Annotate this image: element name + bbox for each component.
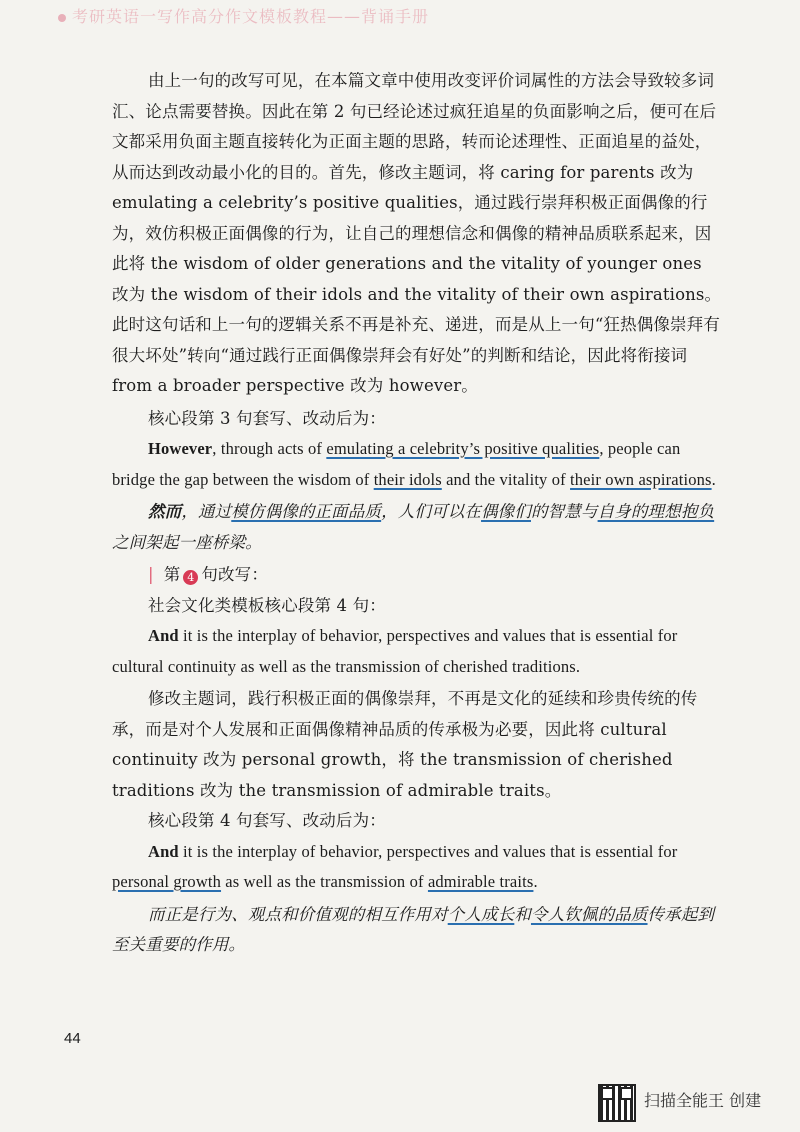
scanner-watermark: 扫描全能王 创建 bbox=[644, 1091, 762, 1110]
translation-4-underline-2: 令人钦佩的品质 bbox=[530, 904, 648, 924]
example-4-lead-word: And bbox=[148, 841, 179, 861]
translation-3 bbox=[112, 497, 722, 558]
paragraph-template-label: 社会文化类模板核心段第 4 句： bbox=[148, 595, 386, 615]
section-bar-icon: | bbox=[148, 565, 154, 584]
example-3-underline-3: their own aspirations bbox=[570, 469, 712, 489]
translation-3-text: 之间架起一座桥梁。 bbox=[112, 532, 262, 552]
header-bullet-icon bbox=[58, 14, 66, 22]
translation-4-underline-1: 个人成长 bbox=[447, 904, 515, 924]
paragraph-analysis: 由上一句的改写可见，在本篇文章中使用改变评价词属性的方法会导致较多词汇、论点需要替换。因此在第 2 句已经论述过疯狂追星的负面影响之后，便可在后文都采用负面主题直接转化为正面主题的思路，转而论述理性、正面追星的益处，从而达到改动最小化的目的。首先，修改主题词，将 caring for parents 改为 emulating a celebrity’s positive qualities，通过践行崇拜积极正面偶像的行为，效仿积极正面偶像的行为，让自己的理想信念和偶像的精神品质联系起来，因此将 the wisdom of older generations and the vitality of younger ones 改为 the wisdom of their idols and the vitality of their own aspirations。此时这句话和上一句的逻辑关系不再是补充、递进，而是从上一句“狂热偶像崇拜有很大坏处”转向“通过践行正面偶像崇拜会有好处”的判断和结论，因此将衔接词 from a broader perspective 改为 however。 bbox=[112, 71, 722, 395]
section-heading-suffix: 句改写： bbox=[201, 565, 268, 584]
example-3-lead-word: However bbox=[148, 439, 213, 458]
translation-3-underline-2: 偶像们 bbox=[481, 502, 531, 521]
page-body bbox=[112, 66, 722, 961]
example-3-underline-2: their idols bbox=[373, 469, 442, 489]
translation-3-lead-word: 然而 bbox=[148, 502, 182, 521]
translation-3-underline-1: 模仿偶像的正面品质 bbox=[231, 502, 382, 521]
example-sentence-3 bbox=[112, 434, 722, 495]
header-title: 考研英语一写作高分作文模板教程——背诵手册 bbox=[72, 7, 430, 26]
qr-code-icon bbox=[598, 1084, 636, 1122]
page-number: 44 bbox=[64, 1030, 81, 1047]
example-3-text: , people can bridge the gap between the wisdom of bbox=[112, 439, 681, 489]
translation-3-text: ，人们可以在 bbox=[381, 502, 482, 521]
translation-3-text: 的智慧与 bbox=[530, 502, 598, 521]
example-4-original-text: it is the interplay of behavior, perspectives and values that is essential for cultural continuity as well as the transmission of cherished traditions. bbox=[112, 626, 678, 676]
example-sentence-4 bbox=[112, 837, 722, 898]
example-3-text: and the vitality of bbox=[441, 469, 571, 489]
example-4-text: . bbox=[533, 872, 538, 891]
example-sentence-4-original bbox=[112, 621, 722, 682]
paragraph-modification: 修改主题词，践行积极正面的偶像崇拜，不再是文化的延续和珍贵传统的传承，而是对个人发展和正面偶像精神品质的传承极为必要，因此将 cultural continuity 改为 personal growth，将 the transmission of cherished traditions 改为 the transmission of admirable traits。 bbox=[112, 689, 698, 800]
section-heading-prefix: 第 bbox=[163, 565, 181, 584]
translation-4 bbox=[112, 900, 722, 961]
section-number-badge: 4 bbox=[183, 570, 198, 585]
example-4-text: as well as the transmission of bbox=[221, 872, 428, 891]
example-4-underline-1: personal growth bbox=[112, 872, 222, 891]
example-4-text: it is the interplay of behavior, perspectives and values that is essential for bbox=[178, 841, 678, 861]
example-4-underline-2: admirable traits bbox=[427, 872, 534, 891]
paragraph-heading-4: 核心段第 4 句套写、改动后为： bbox=[148, 811, 386, 830]
example-3-underline-1: emulating a celebrity’s positive qualities bbox=[326, 439, 600, 458]
example-3-text: , through acts of bbox=[212, 439, 327, 458]
translation-4-text: 传承起到至关重要的作用。 bbox=[112, 904, 715, 954]
section-heading-sentence-4 bbox=[112, 560, 722, 591]
example-4-original-lead-word: And bbox=[148, 626, 179, 645]
paragraph-heading-3: 核心段第 3 句套写、改动后为： bbox=[148, 408, 386, 428]
example-3-text: . bbox=[711, 469, 716, 489]
translation-3-underline-3: 自身的理想抱负 bbox=[597, 502, 715, 521]
running-header bbox=[58, 4, 658, 30]
translation-4-text: 和 bbox=[514, 904, 531, 924]
translation-4-text: 而正是行为、观点和价值观的相互作用对 bbox=[148, 904, 448, 924]
translation-3-text: ，通过 bbox=[181, 502, 232, 521]
